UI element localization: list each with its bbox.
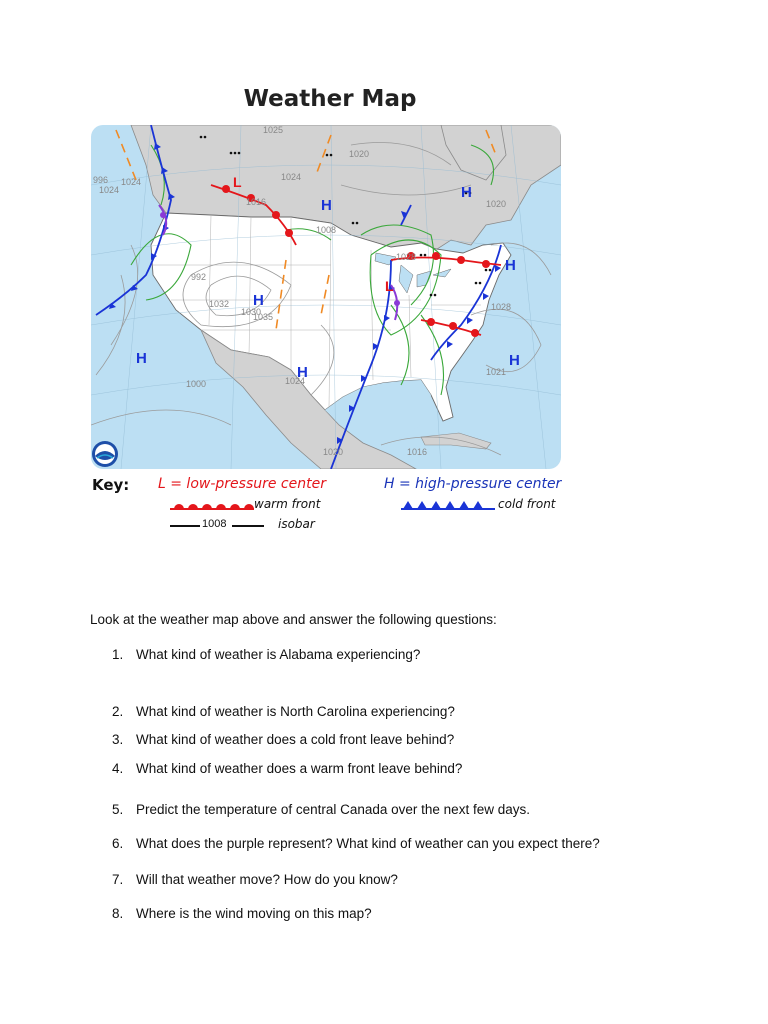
isobar-value: 1028	[491, 302, 512, 312]
key-high-pressure: H = high-pressure center	[384, 476, 562, 492]
noaa-logo	[92, 441, 118, 467]
question-text: What kind of weather does a cold front leave behind?	[136, 732, 455, 747]
map-key	[92, 472, 592, 542]
high-pressure-center: H	[461, 184, 472, 201]
isobar-value: 1032	[209, 299, 230, 309]
isobar-value: 1020	[323, 447, 344, 457]
isobar-value: 1024	[99, 185, 120, 195]
isobar-value: 1024	[281, 172, 302, 182]
key-isobar: isobar	[278, 517, 315, 531]
high-pressure-center: H	[509, 352, 520, 369]
isobar-value: 1020	[349, 149, 370, 159]
isobar-value: 996	[93, 175, 109, 185]
isobar-value: 1035	[253, 312, 274, 322]
question-text: Will that weather move? How do you know?	[136, 872, 398, 887]
weather-map	[91, 125, 561, 469]
question-item	[112, 872, 398, 887]
low-pressure-center: L	[233, 174, 242, 190]
question-item	[112, 802, 530, 817]
isobar-value: 1030	[241, 307, 262, 317]
question-item	[112, 704, 455, 719]
low-pressure-center: L	[385, 278, 394, 294]
question-item	[112, 732, 454, 747]
high-pressure-center: H	[505, 257, 516, 274]
question-item	[112, 761, 462, 776]
high-pressure-center: H	[321, 197, 332, 214]
key-low-pressure: L = low-pressure center	[158, 476, 326, 492]
high-pressure-center: H	[136, 350, 147, 367]
question-number: 8.	[112, 906, 124, 921]
isobar-value: 1008	[316, 225, 337, 235]
question-number: 6.	[112, 836, 124, 851]
question-text: What kind of weather is North Carolina experiencing?	[136, 704, 455, 719]
isobar-value: 1024	[285, 376, 306, 386]
isobar-value: 1020	[486, 199, 507, 209]
isobar-value: 1024	[121, 177, 142, 187]
isobar-value: 1025	[263, 125, 284, 135]
question-text: What kind of weather is Alabama experiencing?	[136, 647, 421, 662]
warm-front-symbol	[170, 499, 254, 511]
question-text: Where is the wind moving on this map?	[136, 906, 372, 921]
cold-front-symbol	[401, 499, 495, 511]
isobar-value: 1016	[246, 197, 267, 207]
question-number: 7.	[112, 872, 124, 887]
instructions: Look at the weather map above and answer the following questions:	[90, 612, 497, 627]
isobar-line-right	[232, 524, 266, 528]
isobar-value: 1021	[486, 367, 507, 377]
question-number: 3.	[112, 732, 124, 747]
question-number: 2.	[112, 704, 124, 719]
question-text: Predict the temperature of central Canada over the next few days.	[136, 802, 530, 817]
question-item	[112, 906, 372, 921]
key-cold-front: cold front	[498, 497, 556, 511]
high-pressure-center: H	[253, 292, 264, 309]
isobar-line-left	[170, 524, 202, 528]
key-title: Key:	[92, 476, 130, 494]
isobar-value: 992	[191, 272, 207, 282]
weather-map-graphic	[91, 125, 561, 469]
question-number: 4.	[112, 761, 124, 776]
high-pressure-center: H	[297, 364, 308, 381]
question-item	[112, 836, 600, 851]
isobar-value: 1000	[186, 379, 207, 389]
page-title: Weather Map	[243, 86, 417, 112]
question-number: 1.	[112, 647, 124, 662]
isobar-value: 1016	[407, 447, 428, 457]
question-item	[112, 647, 420, 662]
key-isobar-number: 1008	[202, 518, 227, 530]
isobar-value: 1028	[396, 252, 417, 262]
question-number: 5.	[112, 802, 124, 817]
question-text: What kind of weather does a warm front leave behind?	[136, 761, 463, 776]
key-warm-front: warm front	[254, 497, 321, 511]
question-text: What does the purple represent? What kind of weather can you expect there?	[136, 836, 600, 851]
